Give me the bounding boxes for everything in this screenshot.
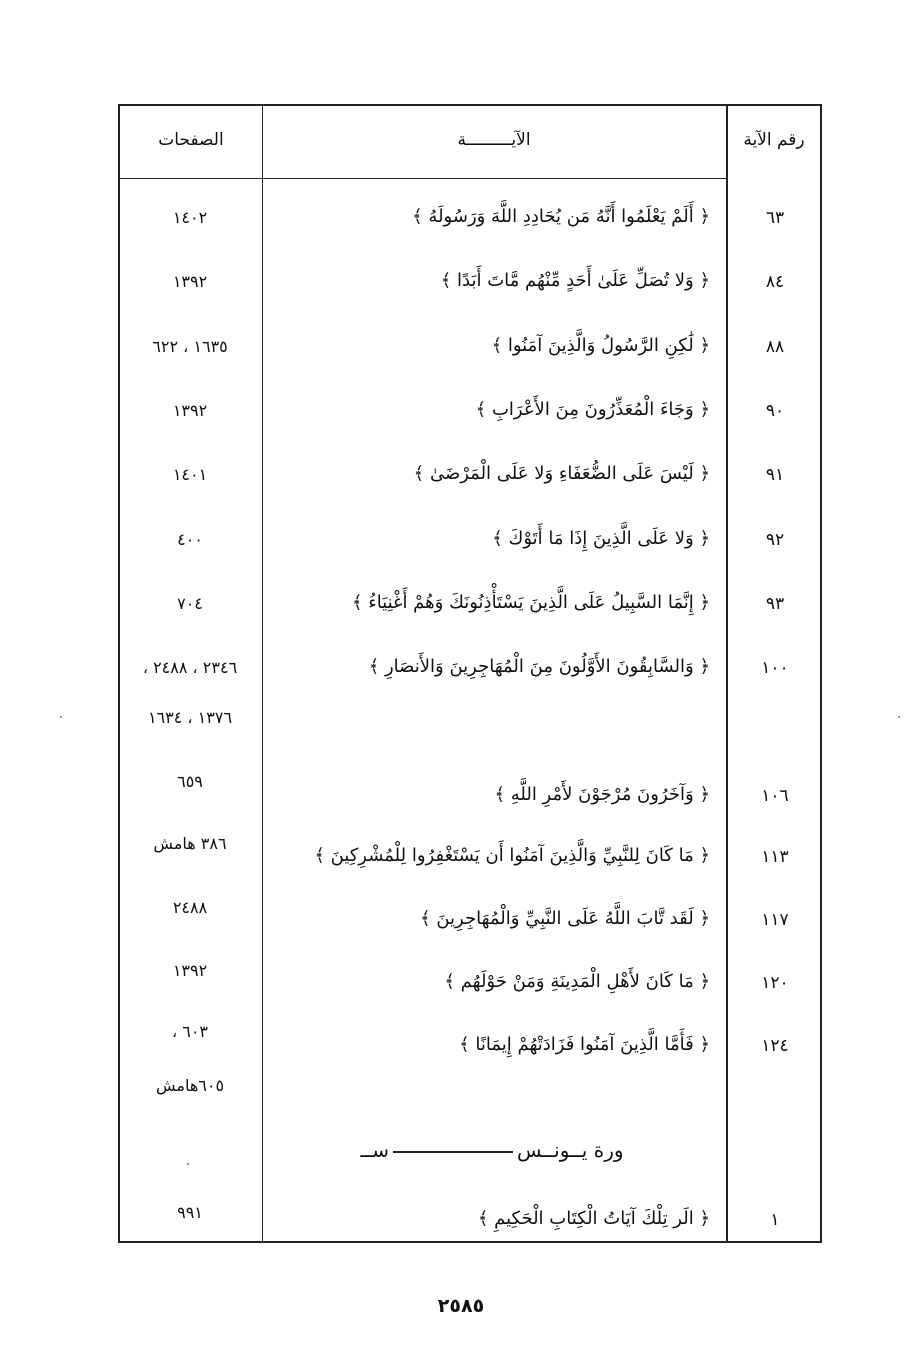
column-divider-pages (262, 104, 263, 1243)
header-verse: الآيـــــــــة (457, 130, 531, 150)
surah-heading-right: ورة يــونــس (516, 1138, 624, 1162)
verse-text: ﴿ وَلا تُصَلِّ عَلَىٰ أَحَدٍ مِّنْهُم مَّاتَ أَبَدًا ﴾ (440, 270, 710, 291)
verse-number: ٩١ (765, 465, 785, 485)
pages-ref: ٤٠٠ (177, 530, 203, 549)
pages-ref: ٦٠٣ ، (171, 1022, 209, 1041)
pages-ref: ١٣٩٢ (172, 272, 208, 291)
verse-number: ١١٣ (761, 847, 789, 867)
pages-ref: ٦٥٩ (177, 772, 203, 791)
pages-ref: ١٤٠١ (172, 465, 208, 484)
pages-ref: ١٣٩٢ (172, 401, 208, 420)
pages-ref: ٣٨٦ هامش (153, 834, 227, 853)
surah-heading (262, 1138, 722, 1162)
verse-number: ١٠٦ (761, 786, 789, 806)
verse-number: ١٠٠ (761, 658, 789, 678)
verse-text: ﴿ لَٰكِنِ الرَّسُولُ وَالَّذِينَ آمَنُوا ﴾ (491, 335, 710, 356)
pages-ref-continued: ٦٠٥هامش (155, 1076, 225, 1095)
pages-ref: ٧٠٤ (177, 594, 203, 613)
verse-number: ٨٤ (765, 272, 785, 292)
verse-number: ٩٢ (765, 530, 785, 550)
verse-text: ﴿ الَر تِلْكَ آيَاتُ الْكِتَابِ الْحَكِيمِ ﴾ (477, 1208, 710, 1229)
verse-text: ﴿ إِنَّمَا السَّبِيلُ عَلَى الَّذِينَ يَسْتَأْذِنُونَكَ وَهُمْ أَغْنِيَاءُ ﴾ (351, 592, 710, 613)
scan-speck (60, 716, 62, 718)
surah-heading-left: ســ (360, 1138, 389, 1162)
pages-ref-continued: ١٣٧٦ ، ١٦٣٤ (147, 708, 233, 727)
scan-speck (898, 716, 900, 718)
verse-number: ١ (770, 1210, 780, 1230)
verse-text: ﴿ وَلا عَلَى الَّذِينَ إِذَا مَا أَتَوْكَ ﴾ (492, 528, 710, 549)
heading-rule (393, 1151, 513, 1153)
pages-ref: ٢٤٨٨ (172, 898, 208, 917)
verse-text: ﴿ فَأَمَّا الَّذِينَ آمَنُوا فَزَادَتْهُمْ إِيمَانًا ﴾ (459, 1034, 710, 1055)
verse-number: ١٢٠ (761, 973, 789, 993)
header-pages: الصفحات (158, 130, 224, 150)
verse-text: ﴿ وَآخَرُونَ مُرْجَوْنَ لأَمْرِ اللَّهِ ﴾ (494, 784, 710, 805)
page-number: ٢٥٨٥ (437, 1295, 485, 1317)
header-verse-number: رقم الآية (743, 130, 805, 150)
verse-text: ﴿ وَجَاءَ الْمُعَذِّرُونَ مِنَ الأَعْرَابِ ﴾ (475, 399, 710, 420)
pages-ref: ٢٣٤٦ ، ٢٤٨٨ ، (142, 658, 238, 677)
verse-text: ﴿ لَقَد تَّابَ اللَّهُ عَلَى النَّبِيِّ وَالْمُهَاجِرِينَ ﴾ (420, 908, 710, 929)
scan-speck (187, 1163, 189, 1165)
verse-number: ٨٨ (765, 337, 785, 357)
header-divider (118, 178, 728, 179)
verse-number: ٩٣ (765, 594, 785, 614)
verse-text: ﴿ لَيْسَ عَلَى الضُّعَفَاءِ وَلا عَلَى الْمَرْضَىٰ ﴾ (413, 463, 710, 484)
verse-text: ﴿ أَلَمْ يَعْلَمُوا أَنَّهُ مَن يُحَادِدِ اللَّهَ وَرَسُولَهُ ﴾ (412, 206, 710, 227)
pages-ref: ١٦٣٥ ، ٦٢٢ (152, 337, 228, 356)
verse-text: ﴿ مَا كَانَ لأَهْلِ الْمَدِينَةِ وَمَنْ حَوْلَهُم ﴾ (444, 971, 710, 992)
verse-text: ﴿ مَا كَانَ لِلنَّبِيِّ وَالَّذِينَ آمَنُوا أَن يَسْتَغْفِرُوا لِلْمُشْرِكِينَ ﴾ (314, 845, 710, 866)
pages-ref: ٩٩١ (177, 1203, 203, 1222)
pages-ref: ١٣٩٢ (172, 961, 208, 980)
verse-number: ١١٧ (761, 910, 789, 930)
verse-number: ٦٣ (765, 208, 785, 228)
verse-text: ﴿ وَالسَّابِقُونَ الأَوَّلُونَ مِنَ الْمُهَاجِرِينَ وَالأَنصَارِ ﴾ (368, 656, 710, 677)
verse-number: ٩٠ (765, 401, 785, 421)
verse-number: ١٢٤ (761, 1036, 789, 1056)
pages-ref: ١٤٠٢ (172, 208, 208, 227)
